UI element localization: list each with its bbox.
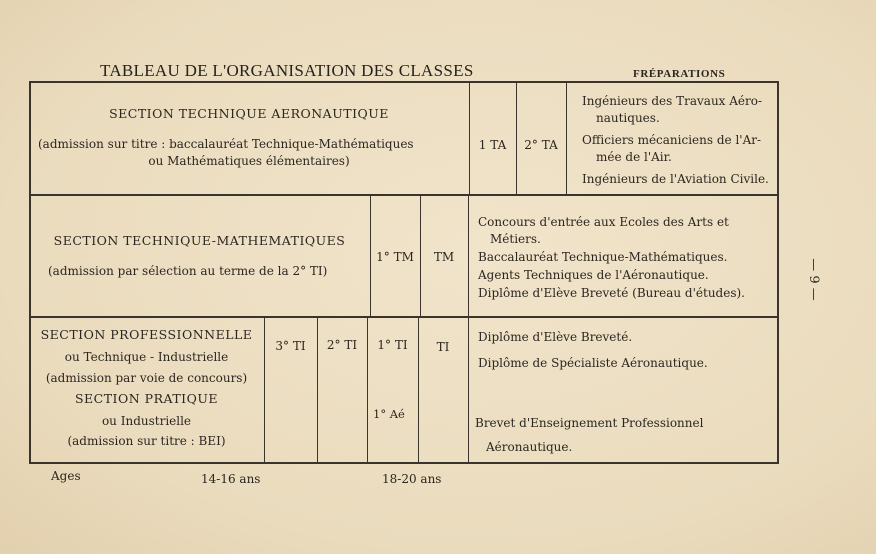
row3-col-divider — [468, 318, 469, 462]
class-cell: TI — [436, 340, 450, 354]
preparation-item: Métiers. — [490, 232, 541, 246]
row2-col-divider — [468, 196, 469, 316]
preparation-item: Aéronautique. — [486, 440, 573, 454]
preparation-item: mée de l'Air. — [596, 150, 672, 164]
admission-text: ou Mathématiques élémentaires) — [148, 154, 350, 168]
preparation-item: nautiques. — [596, 111, 660, 125]
class-cell: 1 TA — [478, 138, 507, 152]
admission-text: (admission par voie de concours) — [45, 371, 248, 385]
age-range: 14-16 ans — [201, 472, 261, 486]
row-divider-2 — [29, 316, 779, 318]
section-subtitle: ou Industrielle — [101, 414, 192, 428]
preparation-item: Agents Techniques de l'Aéronautique. — [478, 268, 709, 282]
preparation-item: Brevet d'Enseignement Professionnel — [475, 416, 704, 430]
row1-col-divider — [566, 83, 567, 194]
class-cell: 2° TA — [524, 138, 558, 152]
class-cell: 3° TI — [275, 339, 306, 353]
page-title: TABLEAU DE L'ORGANISATION DES CLASSES — [100, 61, 474, 80]
admission-text: (admission sur titre : baccalauréat Technique-Mathématiques — [38, 137, 414, 151]
class-cell: 1° TM — [376, 250, 414, 264]
page-number: — 9 — — [805, 258, 821, 301]
class-cell: 2° TI — [326, 338, 358, 352]
class-cell: 1° Aé — [373, 407, 405, 421]
class-cell: TM — [433, 250, 455, 264]
admission-text: (admission par sélection au terme de la 2° TI) — [48, 264, 328, 278]
preparation-item: Baccalauréat Technique-Mathématiques. — [478, 250, 728, 264]
preparation-item: Officiers mécaniciens de l'Ar- — [582, 133, 762, 147]
preparation-item: Diplôme de Spécialiste Aéronautique. — [478, 356, 708, 370]
preparation-item: Concours d'entrée aux Ecoles des Arts et — [478, 215, 729, 229]
preparation-item: Diplôme d'Elève Breveté. — [478, 330, 633, 344]
section-title: SECTION PROFESSIONNELLE — [40, 327, 253, 342]
age-range: 18-20 ans — [382, 472, 442, 486]
header-preparations: FRÉPARATIONS — [633, 68, 726, 80]
row-divider-1 — [29, 194, 779, 196]
class-cell: 1° TI — [377, 338, 408, 352]
section-subtitle: ou Technique - Industrielle — [64, 350, 229, 364]
section-title: SECTION PRATIQUE — [74, 391, 219, 406]
section-title: SECTION TECHNIQUE-MATHEMATIQUES — [53, 233, 346, 248]
preparation-item: Ingénieurs des Travaux Aéro- — [582, 94, 763, 108]
admission-text: (admission sur titre : BEI) — [67, 434, 226, 448]
preparation-item: Diplôme d'Elève Breveté (Bureau d'études). — [478, 286, 745, 300]
preparation-item: Ingénieurs de l'Aviation Civile. — [582, 172, 769, 186]
ages-label: Ages — [51, 469, 81, 483]
section-title: SECTION TECHNIQUE AERONAUTIQUE — [109, 106, 389, 121]
